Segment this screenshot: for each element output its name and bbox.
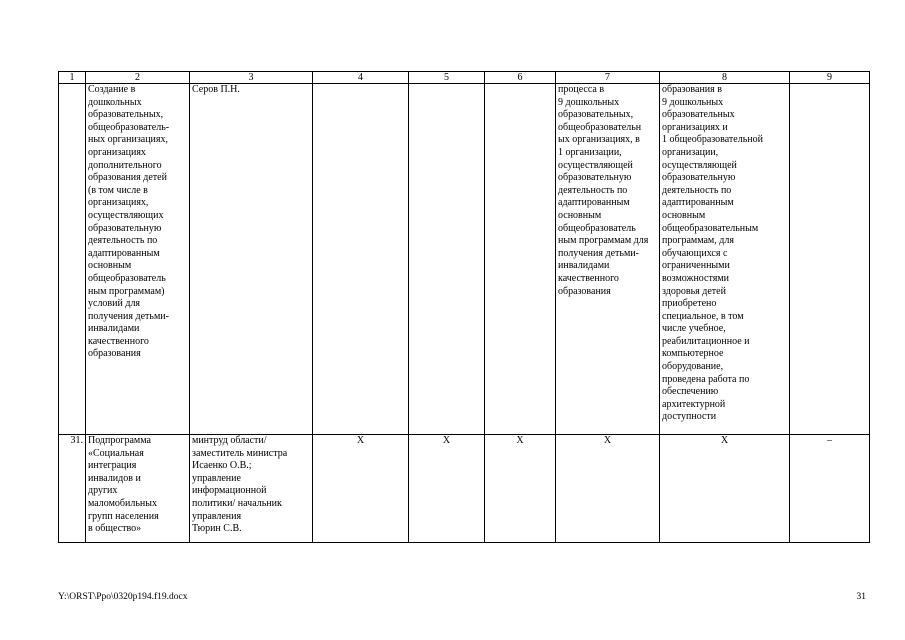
- column-6-cell: [485, 84, 556, 435]
- column-number-1: 1: [59, 72, 86, 84]
- column-7-cell: процесса в 9 дошкольных образовательных, общеобразовательн ых организациях, в 1 организации, осуществляющей образовательную деятельность по адаптированным основным общеобразователь ным программам для получения детьми- инвалидами качественного образования: [556, 84, 660, 435]
- measure-name-cell: Создание в дошкольных образовательных, общеобразователь- ных организациях, организациях дополнительного образования детей (в том числе в организациях, осуществляющих образовательную деятельность по адаптированным основным общеобразователь ным программам) условий для получения детьми- инвалидами качественного образования: [86, 84, 190, 435]
- table-header-row: [59, 72, 870, 84]
- column-number-9: 9: [790, 72, 870, 84]
- column-number-4: 4: [313, 72, 409, 84]
- column-5-cell: Х: [409, 435, 485, 543]
- column-number-7: 7: [556, 72, 660, 84]
- column-number-3: 3: [190, 72, 313, 84]
- column-8-cell: Х: [660, 435, 790, 543]
- footer-page-number: 31: [856, 592, 866, 602]
- row-number-cell: [59, 84, 86, 435]
- document-table: [58, 71, 870, 543]
- table-row: [59, 84, 870, 435]
- column-9-cell: –: [790, 435, 870, 543]
- column-number-2: 2: [86, 72, 190, 84]
- column-9-cell: [790, 84, 870, 435]
- column-8-cell: образования в 9 дошкольных образовательных организациях и 1 общеобразовательной организации, осуществляющей образовательную деятельность по адаптированным основным общеобразовательным программам, для обучающихся с ограниченными возможностями здоровья детей приобретено специальное, в том числе учебное, реабилитационное и компьютерное оборудование, проведена работа по обеспечению архитектурной доступности: [660, 84, 790, 435]
- responsible-cell: Серов П.Н.: [190, 84, 313, 435]
- responsible-cell: минтруд области/ заместитель министра Исаенко О.В.; управление информационной политики/ начальник управления Тюрин С.В.: [190, 435, 313, 543]
- column-number-8: 8: [660, 72, 790, 84]
- footer-file-path: Y:\ORST\Ppo\0320p194.f19.docx: [58, 592, 188, 602]
- table-row: [59, 435, 870, 543]
- column-4-cell: Х: [313, 435, 409, 543]
- column-6-cell: Х: [485, 435, 556, 543]
- measure-name-cell: Подпрограмма «Социальная интеграция инвалидов и других маломобильных групп населения в общество»: [86, 435, 190, 543]
- column-5-cell: [409, 84, 485, 435]
- column-number-6: 6: [485, 72, 556, 84]
- column-7-cell: Х: [556, 435, 660, 543]
- column-4-cell: [313, 84, 409, 435]
- row-number-cell: 31.: [59, 435, 86, 543]
- column-number-5: 5: [409, 72, 485, 84]
